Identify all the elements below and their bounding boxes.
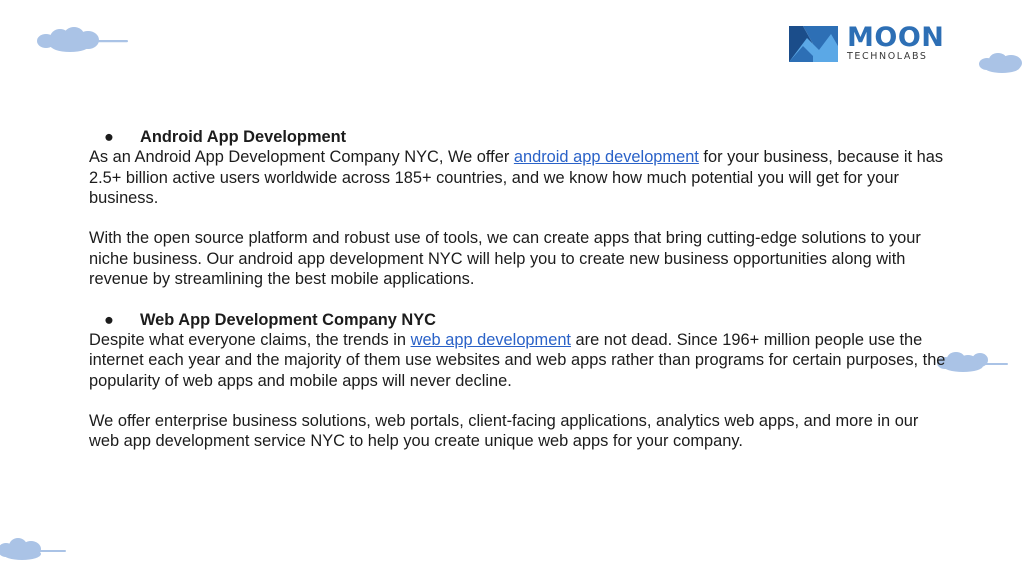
bullet-icon: ● — [104, 310, 114, 329]
main-content — [89, 127, 949, 452]
web-app-development-link[interactable]: web app development — [410, 330, 571, 349]
section-heading-text: Web App Development Company NYC — [140, 310, 436, 329]
cloud-decoration-icon — [0, 536, 68, 562]
section-paragraph: We offer enterprise business solutions, web portals, client-facing applications, analytics web apps, and more in our web app development service NYC to help you create unique web apps for your company. — [89, 412, 919, 451]
brand-logo — [789, 24, 944, 62]
cloud-decoration-icon — [36, 26, 130, 54]
moon-technolabs-logo-icon — [789, 24, 838, 62]
section-heading-text: Android App Development — [140, 128, 347, 146]
section-heading — [89, 127, 949, 147]
section-paragraph — [89, 147, 949, 208]
section-paragraph: With the open source platform and robust use of tools, we can create apps that bring cutting-edge solutions to your niche business. Our android app development NYC will help you to create new business opportunities along with revenue by streamlining the best mobile applications. — [89, 229, 921, 289]
paragraph-text: As an Android App Development Company NYC, We offer — [89, 148, 514, 167]
paragraph-text: are not dead. Since 196+ million people use the internet each year and the majority of them use websites and web apps rather than programs for certain purposes, the popularity of web apps and mobile apps will never decline. — [89, 330, 946, 390]
paragraph-text: for your business, because it has 2.5+ billion active users worldwide across 185+ countries, and we know how much potential you will get for your business. — [89, 148, 944, 207]
section-heading — [89, 310, 949, 330]
section-paragraph — [89, 330, 949, 391]
cloud-decoration-icon — [978, 52, 1024, 76]
brand-subtitle: TECHNOLABS — [847, 51, 928, 63]
android-app-development-link[interactable]: android app development — [513, 148, 699, 167]
paragraph-text: Despite what everyone claims, the trends in — [89, 330, 411, 349]
brand-name: MOON — [847, 22, 945, 54]
bullet-icon: ● — [104, 128, 114, 146]
